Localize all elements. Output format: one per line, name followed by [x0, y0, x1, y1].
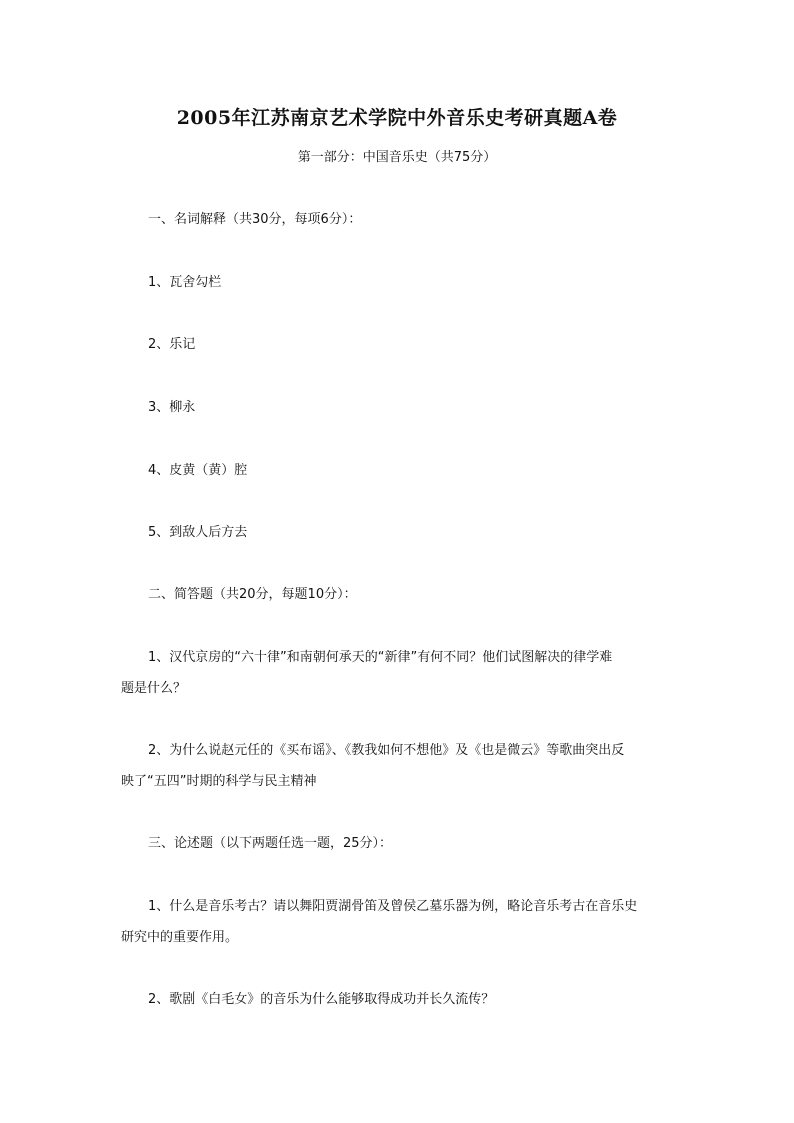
short-answer-q2-line1: 2、为什么说赵元任的《买布谣》、《教我如何不想他》及《也是微云》等歌曲突出反: [148, 743, 625, 758]
term-item-5: 5、到敌人后方去: [148, 525, 248, 540]
essay-q2-line1: 2、歌剧《白毛女》的音乐为什么能够取得成功并长久流传？: [148, 992, 495, 1007]
term-item-3: 3、柳永: [148, 400, 196, 415]
short-answer-q1-line1: 1、汉代京房的“六十律”和南朝何承天的“新律”有何不同？他们试图解决的律学难: [148, 650, 613, 665]
short-answer-q2-line2: 映了“五四”时期的科学与民主精神: [121, 774, 317, 789]
section-heading-short-answer: 二、简答题（共20分，每题10分）：: [148, 587, 357, 602]
section-heading-essay: 三、论述题（以下两题任选一题，25分）：: [148, 836, 393, 851]
section-heading-terms: 一、名词解释（共30分，每项6分）：: [148, 212, 362, 227]
term-item-1: 1、瓦舍勾栏: [148, 275, 222, 290]
term-item-2: 2、乐记: [148, 337, 196, 352]
term-item-4: 4、皮黄（黄）腔: [148, 463, 248, 478]
essay-q1-line2: 研究中的重要作用。: [121, 930, 239, 945]
essay-q1-line1: 1、什么是音乐考古？请以舞阳贾湖骨笛及曾侯乙墓乐器为例，略论音乐考古在音乐史: [148, 899, 638, 914]
part-subtitle: 第一部分：中国音乐史（共75分）: [297, 150, 497, 165]
short-answer-q1-line2: 题是什么？: [121, 681, 187, 696]
document-title: 2005年江苏南京艺术学院中外音乐史考研真题A卷: [176, 107, 618, 129]
